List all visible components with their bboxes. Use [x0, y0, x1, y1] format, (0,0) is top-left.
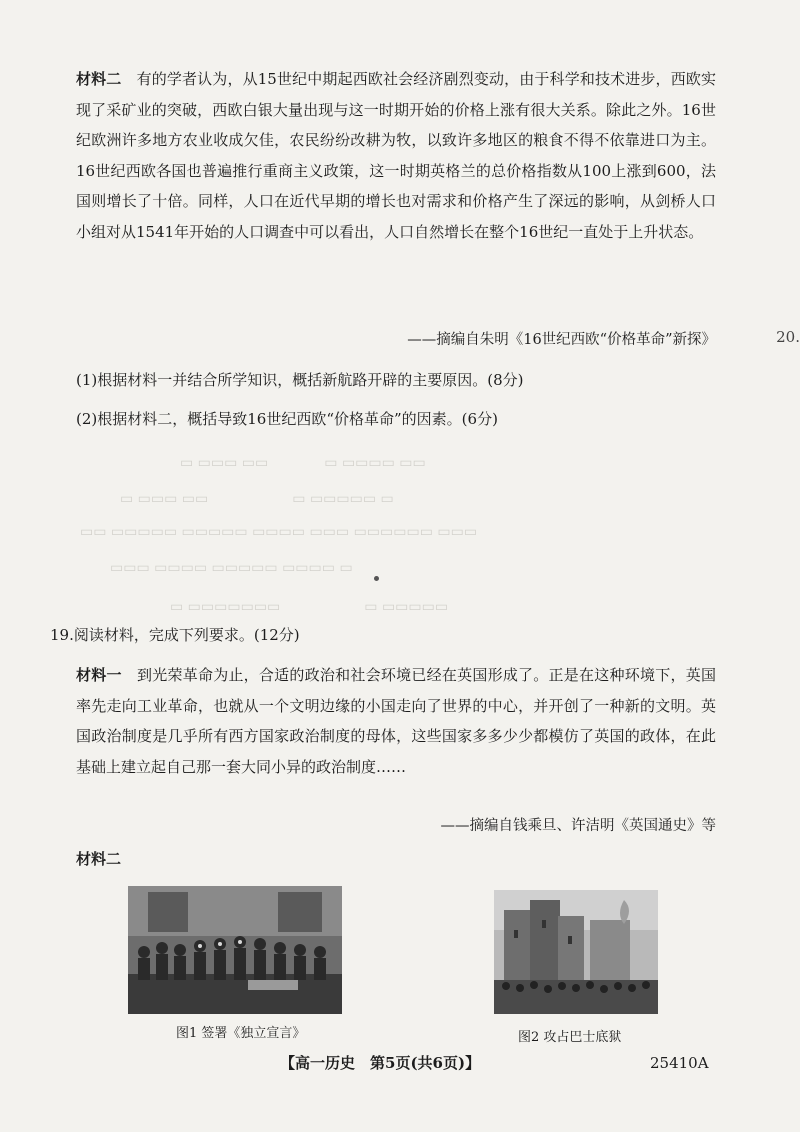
q19-material1-text: 到光荣革命为止，合适的政治和社会环境已经在英国形成了。正是在这种环境下，英国率先走向工业革命，也就从一个文明边缘的小国走向了世界的中心，并开创了一种新的文明。英国政治制度是几乎所有西方国家政治制度的母体，这些国家多多少少都模仿了英国的政体，在此基础上建立起自己那一套大同小异的政治制度…… [76, 666, 716, 776]
q19-material1-source: ——摘编自钱乘旦、许洁明《英国通史》等 [440, 818, 716, 834]
material2-text: 有的学者认为，从15世纪中期起西欧社会经济剧烈变动，由于科学和技术进步，西欧实现了采矿业的突破，西欧白银大量出现与这一时期开始的价格上涨有很大关系。除此之外。16世纪欧洲许多地方农业收成欠佳，农民纷纷改耕为牧，以致许多地区的粮食不得不依靠进口为主。16世纪西欧各国也普遍推行重商主义政策，这一时期英格兰的总价格指数从100上涨到600，法国则增长了十倍。同样，人口在近代早期的增长也对需求和价格产生了深远的影响，从剑桥人口小组对从1541年开始的人口调查中可以看出，人口自然增长在整个16世纪一直处于上升状态。 [76, 70, 716, 241]
material2-label: 材料二 [76, 70, 122, 88]
question-18-part-2: (2)根据材料二，概括导致16世纪西欧“价格革命”的因素。(6分) [76, 410, 498, 428]
ink-speck [374, 576, 379, 581]
figure-storming-bastille [494, 890, 658, 1014]
bleed-through-mark: ▭ ▭▭▭ ▭▭ ▭ ▭▭▭▭▭ ▭ [120, 491, 394, 507]
bleed-through-mark: ▭▭ ▭▭▭▭▭ ▭▭▭▭▭ ▭▭▭▭ ▭▭▭ ▭▭▭▭▭▭ ▭▭▭ [80, 524, 478, 540]
bleed-through-mark: ▭ ▭▭▭▭▭▭▭ ▭ ▭▭▭▭▭ [170, 599, 449, 615]
figure2-caption: 图2 攻占巴士底狱 [518, 1030, 622, 1045]
margin-question-number: 20. [776, 328, 800, 346]
material2-paragraph [76, 64, 716, 247]
question-18-part-1: (1)根据材料一并结合所学知识，概括新航路开辟的主要原因。(8分) [76, 371, 524, 389]
question-19-heading: 19.阅读材料，完成下列要求。(12分) [50, 626, 300, 644]
material2-source: ——摘编自朱明《16世纪西欧“价格革命”新探》 [407, 332, 716, 348]
page-footer: 【高一历史 第5页(共6页)】 [280, 1054, 481, 1072]
q19-material1-label: 材料一 [76, 666, 122, 684]
q19-material2-label: 材料二 [76, 850, 122, 868]
figure1-caption: 图1 签署《独立宣言》 [176, 1026, 306, 1041]
figure-declaration-signing [128, 886, 342, 1014]
bleed-through-mark: ▭ ▭▭▭ ▭▭ ▭ ▭▭▭▭ ▭▭ [180, 455, 426, 471]
bleed-through-mark: ▭▭▭ ▭▭▭▭ ▭▭▭▭▭ ▭▭▭▭ ▭ [110, 560, 353, 576]
q19-material1-paragraph [76, 660, 716, 782]
paper-code: 25410A [650, 1054, 709, 1072]
